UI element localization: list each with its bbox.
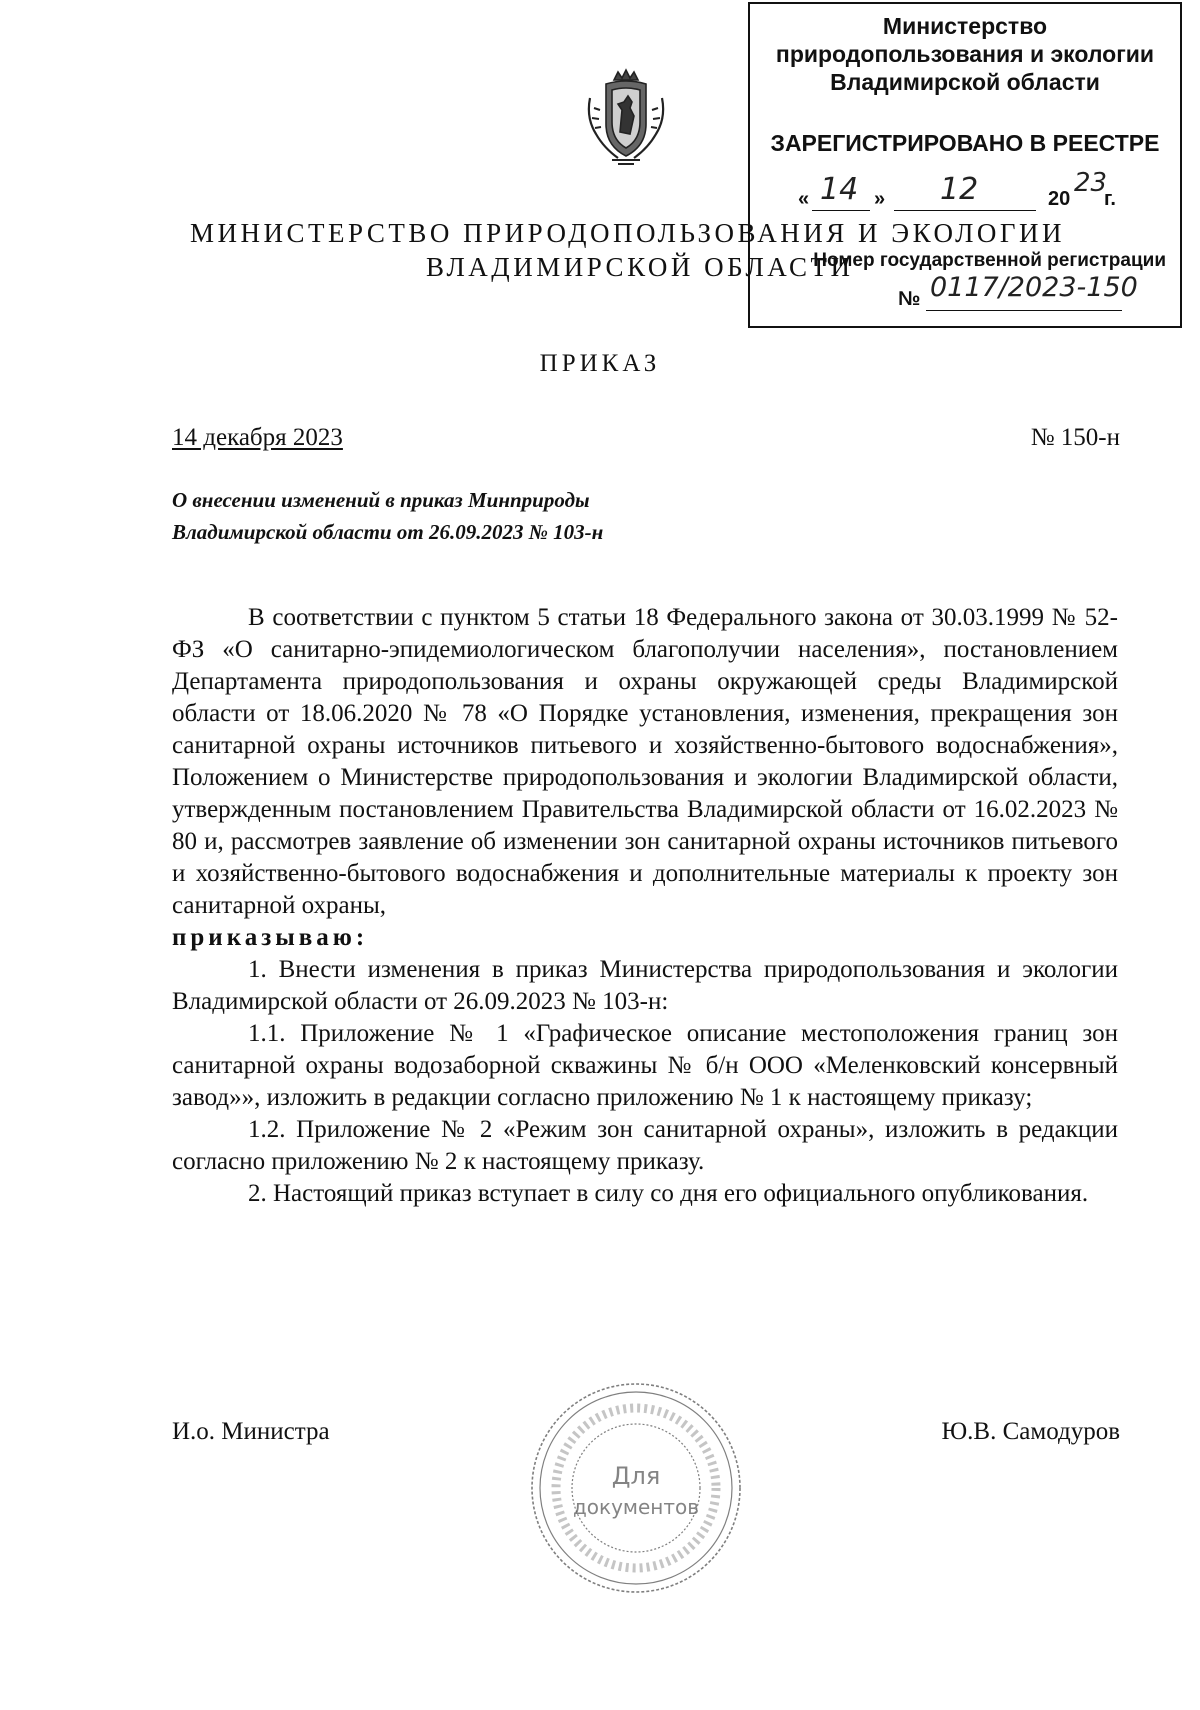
ministry-name-line1: МИНИСТЕРСТВО ПРИРОДОПОЛЬЗОВАНИЯ И ЭКОЛОГИИ	[190, 218, 1066, 248]
order-item: 1.2. Приложение № 2 «Режим зон санитарной охраны», изложить в редакции согласно приложению № 2 к настоящему приказу.	[172, 1116, 1118, 1175]
stamp-text-line1: Для	[611, 1462, 661, 1490]
signer-title: И.о. Министра	[172, 1418, 330, 1445]
registration-org-line: Министерство	[882, 13, 1048, 39]
month-underline	[894, 210, 1036, 211]
registration-number-underline	[926, 310, 1122, 311]
registration-year-prefix: 20	[1048, 188, 1071, 210]
registration-status: ЗАРЕГИСТРИРОВАНО В РЕЕСТРЕ	[770, 130, 1160, 156]
stamp-text-line2: документов	[572, 1495, 700, 1519]
order-item: 2. Настоящий приказ вступает в силу со дня его официального опубликования.	[248, 1180, 1089, 1207]
document-type: ПРИКАЗ	[539, 350, 661, 377]
document-subject	[172, 484, 603, 548]
registration-year-suffix: 23	[1074, 168, 1108, 198]
registration-day: 14	[820, 172, 859, 207]
order-word: приказываю:	[172, 924, 369, 951]
preamble-paragraph: В соответствии с пунктом 5 статьи 18 Федерального закона от 30.03.1999 № 52-ФЗ «О санитарно-эпидемиологическом благополучии населения», постановлением Департамента природопользования и охраны окружающей среды Владимирской области от 18.06.2020 № 78 «О Порядке установления, изменения, прекращения зон санитарной охраны источников питьевого и хозяйственно-бытового водоснабжения», Положением о Министерстве природопользования и экологии Владимирской области, утвержденным постановлением Правительства Владимирской области от 16.02.2023 № 80 и, рассмотрев заявление об изменении зон санитарной охраны источников питьевого и хозяйственно-бытового водоснабжения и дополнительные материалы к проекту зон санитарной охраны,	[172, 604, 1118, 919]
order-item: 1.1. Приложение № 1 «Графическое описание местоположения границ зон санитарной охраны водозаборной скважины № б/н ООО «Меленковский консервный завод»», изложить в редакции согласно приложению № 1 к настоящему приказу;	[172, 1020, 1118, 1111]
registration-number-value: 0117/2023-150	[930, 272, 1138, 303]
registration-year-unit: г.	[1104, 188, 1116, 210]
registration-number-sign: №	[898, 288, 921, 310]
registration-org-line: Владимирской области	[830, 69, 1100, 95]
document-number: № 150-н	[1030, 424, 1120, 451]
registration-organization	[750, 12, 1180, 96]
registration-org-line: природопользования и экологии	[775, 41, 1155, 67]
coat-of-arms-emblem	[584, 68, 668, 168]
date-open-quote: «	[798, 188, 810, 210]
registration-date	[798, 168, 1178, 216]
order-item: 1. Внести изменения в приказ Министерства природопользования и экологии Владимирской области от 26.09.2023 № 103-н:	[172, 956, 1118, 1015]
document-date: 14 декабря 2023	[172, 424, 343, 451]
registration-month: 12	[940, 172, 979, 207]
signer-name: Ю.В. Самодуров	[941, 1418, 1120, 1445]
day-underline	[812, 210, 870, 211]
subject-line: О внесении изменений в приказ Минприроды	[172, 488, 590, 512]
official-seal-stamp	[528, 1380, 744, 1596]
ministry-name-line2: ВЛАДИМИРСКОЙ ОБЛАСТИ	[426, 252, 854, 282]
date-close-quote: »	[874, 188, 886, 210]
registration-number-label: Номер государственной регистрации	[813, 250, 1166, 271]
document-body	[172, 602, 1118, 1210]
subject-line: Владимирской области от 26.09.2023 № 103-н	[172, 520, 604, 544]
